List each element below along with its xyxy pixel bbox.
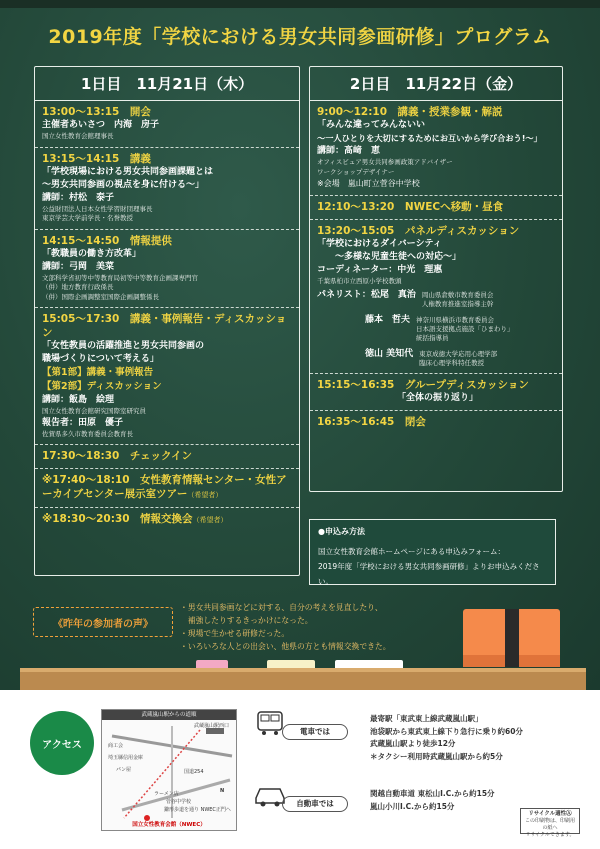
- day1-session-opening: [35, 101, 299, 148]
- session-line: ～男女共同参画の視点を身に付ける～」: [42, 179, 205, 190]
- reporter-name: 報告者：田原 優子: [42, 417, 124, 428]
- route-line: 嵐山小川I.C.から約15分: [370, 801, 455, 811]
- day2-session-group: [310, 374, 562, 411]
- recycle-title: リサイクル適性Ⓐ: [528, 811, 572, 817]
- optional-note: （希望者）: [192, 516, 228, 524]
- day2-session-lecture: [310, 101, 562, 196]
- day2-column: [309, 66, 563, 492]
- train-mode: [252, 708, 362, 748]
- day2-session-closing: [310, 411, 562, 434]
- panelist-affiliation: 人権教育推進室指導主幹: [421, 299, 494, 308]
- session-note: （併）地方教育行政係長: [42, 283, 114, 291]
- session-note: ワークショップデザイナー: [317, 167, 395, 176]
- map-label: 鎌形歩道を通り NWEC正門へ: [164, 807, 231, 813]
- day2-session-move: [310, 196, 562, 220]
- session-line: 講師：髙﨑 恵: [317, 146, 381, 156]
- session-line: 講師：村松 泰子: [42, 192, 115, 203]
- session-heading: 13:20～15:05 パネルディスカッション: [317, 225, 520, 237]
- optional-note: （希望者）: [187, 491, 223, 499]
- voice-item: ・いろいろな人との出会い、他県の方とも情報交換できた。: [180, 642, 391, 651]
- panelist-row: [317, 287, 555, 309]
- part2-heading: 【第2部】ディスカッション: [42, 381, 162, 392]
- session-line: 「学校におけるダイバーシティ: [317, 239, 442, 249]
- session-heading: 9:00～12:10 講義・授業参観・解説: [317, 106, 503, 118]
- recycle-mark: [520, 808, 580, 838]
- panelists-label: パネリスト：: [317, 289, 371, 300]
- venue-note: ※会場 嵐山町立菅谷中学校: [317, 179, 420, 188]
- board-frame: [0, 0, 600, 8]
- session-heading: ※18:30～20:30 情報交換会: [42, 513, 193, 525]
- panelist-affiliation: 東京成徳大学応用心理学部: [419, 349, 498, 358]
- voices-list: [180, 601, 440, 653]
- part1-heading: 【第1部】講義・事例報告: [42, 367, 154, 378]
- day1-session-tour: [35, 469, 299, 508]
- panelist-name: 徳山 美知代: [365, 348, 414, 359]
- session-note: オフィスビュア男女共同参画政策アドバイザー: [317, 158, 453, 166]
- session-note: 公益財団法人日本女性学習財団理事長: [42, 204, 153, 213]
- panelist-row: [317, 346, 555, 368]
- session-heading: 15:05～17:30 講義・事例報告・ディスカッション: [42, 313, 287, 339]
- page-title: 2019年度「学校における男女共同参画研修」プログラム: [48, 26, 552, 48]
- route-line: 武蔵嵐山駅より徒歩12分: [370, 739, 456, 748]
- session-line: 「女性教員の活躍推進と男女共同参画の: [42, 341, 205, 351]
- day1-session-discussion: [35, 308, 299, 445]
- session-line: 「教職員の働き方改革」: [42, 248, 142, 259]
- eraser-illustration: [463, 609, 560, 667]
- compass-icon: N: [220, 788, 225, 794]
- panelist-name: 藤本 哲夫: [365, 314, 411, 325]
- panelist-row: [317, 312, 555, 343]
- session-line: ～一人ひとりを大切にするためにお互いから学び合おう!～」: [317, 133, 542, 143]
- session-line: 「全体の振り返り」: [397, 392, 479, 403]
- day1-header: 1日目 11月21日（木）: [35, 67, 299, 101]
- voices-label: 《昨年の参加者の声》: [33, 607, 173, 637]
- session-heading: 14:15～14:50 情報提供: [42, 234, 172, 247]
- day1-session-exchange: [35, 508, 299, 532]
- session-heading: 16:35～16:45 閉会: [317, 415, 426, 428]
- panelist-name: 松尾 真治: [370, 289, 416, 300]
- voice-item: ・男女共同参画などに対する、自分の考えを見直したり、: [180, 603, 383, 612]
- session-heading: ※17:40～18:10 女性教育情報センター・女性アーカイブセンター展示室ツアー: [42, 474, 287, 500]
- session-heading: 17:30～18:30 チェックイン: [42, 450, 193, 462]
- route-line: 関越自動車道 東松山I.C.から約15分: [370, 789, 495, 798]
- recycle-note: この印刷物は、印刷用の紙へ: [524, 818, 575, 831]
- map-title: 武蔵嵐山駅からの道順: [102, 710, 236, 720]
- day1-column: [34, 66, 300, 576]
- route-line: 池袋駅から東武東上線下り急行に乗り約60分: [370, 726, 523, 736]
- day1-session-checkin: [35, 445, 299, 469]
- session-note: 文部科学省初等中等教育局初等中等教育企画課専門官: [42, 273, 198, 282]
- map-label: 商工会: [108, 743, 124, 749]
- route-line: 最寄駅「東武東上線武蔵嵐山駅」: [370, 714, 483, 723]
- coordinator-name: コーディネーター：中光 理惠: [317, 265, 443, 275]
- day1-session-info: [35, 230, 299, 309]
- session-note: 国立女性教育会館理事長: [42, 132, 114, 140]
- lecturer-note: 国立女性教育会館研究国際室研究員: [42, 407, 146, 415]
- access-map: [101, 709, 237, 831]
- map-destination: 国立女性教育会館（NWEC）: [132, 822, 206, 828]
- application-box: [309, 519, 556, 585]
- session-line: 職場づくりについて考える」: [42, 354, 159, 364]
- train-label: 電車では: [282, 724, 348, 740]
- panelist-affiliation: 臨床心理学科特任教授: [419, 358, 485, 367]
- voice-item: 補強したりするきっかけになった。: [180, 616, 313, 625]
- panelist-affiliation: 神奈川県横浜市教育委員会: [416, 315, 495, 324]
- application-line: 国立女性教育会館ホームページにある申込みフォーム：: [318, 547, 505, 556]
- day2-header: 2日目 11月22日（金）: [310, 67, 562, 101]
- lecturer-name: 講師：飯島 絵理: [42, 395, 115, 405]
- panelist-affiliation: 岡山県倉敷市教育委員会: [421, 290, 494, 299]
- session-line: ～多様な児童生徒への対応～」: [317, 252, 462, 262]
- session-heading: 13:00～13:15 開会: [42, 106, 151, 118]
- panelist-affiliation: 統括指導員: [416, 333, 449, 342]
- car-label: 自動車では: [282, 796, 348, 812]
- reporter-note: 佐賀県多久市教育委員会教育長: [42, 429, 133, 438]
- session-line: 「学校現場における男女共同参画課題とは: [42, 166, 214, 177]
- train-route: [370, 713, 550, 763]
- session-heading: 15:15～16:35 グループディスカッション: [317, 378, 529, 391]
- day1-session-lecture: [35, 148, 299, 230]
- map-label: 菅谷中学校: [166, 799, 192, 805]
- session-note: 東京学芸大学前学長・名誉教授: [42, 214, 133, 222]
- map-label: パン屋: [116, 767, 132, 773]
- panelist-affiliation: 日本語支援拠点施設「ひまわり」: [416, 324, 514, 333]
- map-label-station: 武蔵嵐山駅西口: [194, 723, 230, 729]
- day2-session-panel: [310, 220, 562, 374]
- route-line: ＊タクシー利用時武蔵嵐山駅から約5分: [370, 751, 503, 761]
- session-line: 講師：弓岡 美菜: [42, 261, 115, 272]
- access-badge: アクセス: [30, 711, 94, 775]
- map-label: ラーメン店: [154, 791, 179, 797]
- application-heading: ●申込み方法: [318, 527, 365, 536]
- session-heading: 13:15～14:15 講義: [42, 152, 151, 165]
- coordinator-note: 千葉県柏市立西原小学校教頭: [317, 277, 402, 285]
- session-line: 「みんな違ってみんないい: [317, 120, 426, 130]
- session-line: 主催者あいさつ 内海 房子: [42, 120, 160, 130]
- recycle-note: リサイクルできます。: [525, 832, 575, 838]
- session-note: （併）国際企画調整室国際企画調整係長: [42, 292, 159, 301]
- application-line: 2019年度「学校における男女共同参画研修」よりお申込みください。: [318, 562, 540, 586]
- session-heading: 12:10～13:20 NWECへ移動・昼食: [317, 201, 504, 213]
- voice-item: ・現場で生かせる研修だった。: [180, 629, 290, 638]
- map-label: 埼玉縣信用金庫: [108, 755, 144, 761]
- map-label: 国道254: [184, 769, 204, 775]
- car-mode: [252, 780, 362, 820]
- chalk-ledge: [20, 668, 586, 690]
